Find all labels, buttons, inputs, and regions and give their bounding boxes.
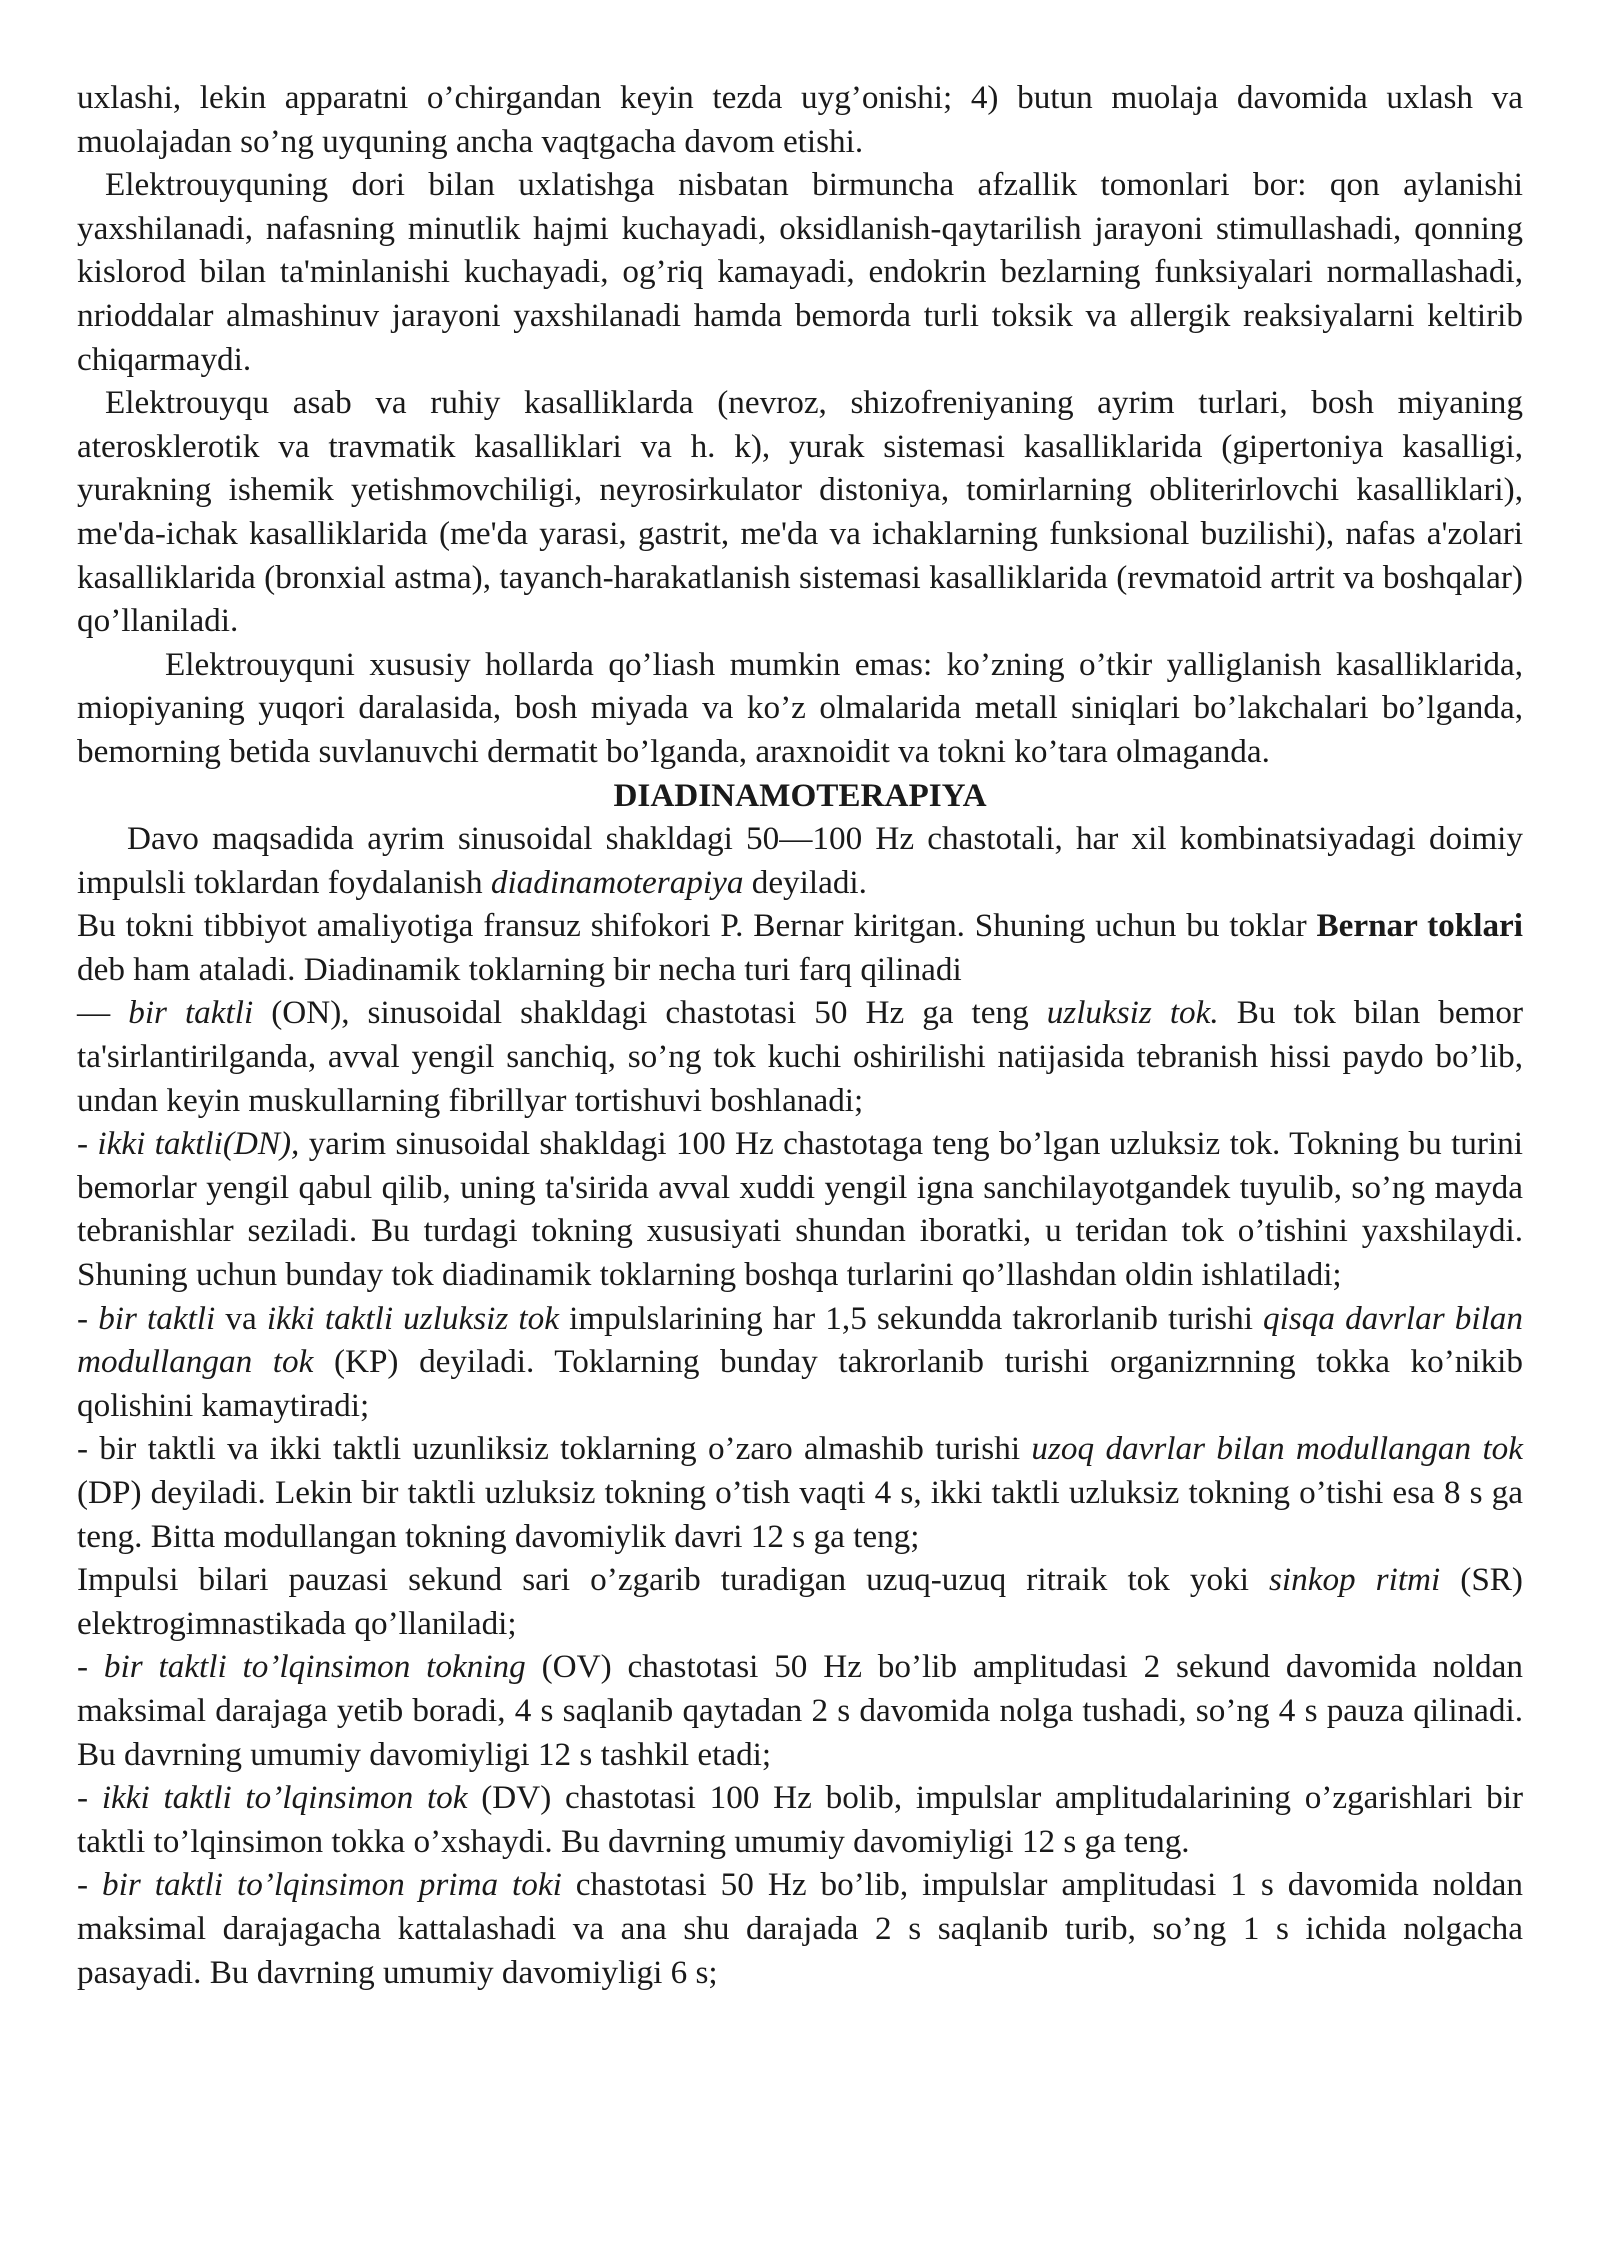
document-page xyxy=(77,76,1523,1994)
list-item-dn: - ikki taktli(DN), yarim sinusoidal shakldagi 100 Hz chastotaga teng bo’lgan uzluksiz tok. Tokning bu turini bemorlar yengil qabul qilib, uning ta'sirida avval xuddi yengil igna sanchilayotgandek tuyulib, so’ng mayda tebranishlar seziladi. Bu turdagi tokning xususiyati shundan iboratki, u teridan tok o’tishini yaxshilaydi. Shuning uchun bunday tok diadinamik toklarning boshqa turlarini qo’llashdan oldin ishlatiladi; xyxy=(77,1125,1523,1294)
paragraph-electrosleep-contraindications: Elektrouyquni xususiy hollarda qo’liash mumkin emas: ko’zning o’tkir yalliglanish kasalliklarida, miopiyaning yuqori daralasida, bosh miyada va ko’z olmalarida metall siniqlari bo’lakchalari bo’lganda, bemorning betida suvlanuvchi dermatit bo’lganda, araxnoidit va tokni ko’tara olmaganda. xyxy=(77,645,1523,770)
paragraph-diadynamic-intro: Davo maqsadida ayrim sinusoidal shakldagi 50—100 Hz chastotali, har xil kombinatsiyadagi doimiy impulsli toklardan foydalanish diadinamoterapiya deyiladi. xyxy=(77,820,1523,901)
list-item-prima: - bir taktli to’lqinsimon prima toki chastotasi 50 Hz bo’lib, impulslar amplitudasi 1 s davomida noldan maksimal darajagacha kattalashadi va ana shu darajada 2 s saqlanib turib, so’ng 1 s ichida nolgacha pasayadi. Bu davrning umumiy davomiyligi 6 s; xyxy=(77,1866,1523,1991)
paragraph-sleep-end: uxlashi, lekin apparatni o’chirgandan keyin tezda uyg’onishi; 4) butun muolaja davomida uxlash va muolajadan so’ng uyquning ancha vaqtgacha davom etishi. xyxy=(77,79,1523,160)
paragraph-electrosleep-advantages: Elektrouyquning dori bilan uxlatishga nisbatan birmuncha afzallik tomonlari bor: qon aylanishi yaxshilanadi, nafasning minutlik hajmi kuchayadi, oksidlanish-qaytarilish jarayoni stimullashadi, qonning kislorod bilan ta'minlanishi kuchayadi, og’riq kamayadi, endokrin bezlarning funksiyalari normallashadi, nrioddalar almashinuv jarayoni yaxshilanadi hamda bemorda turli toksik va allergik reaksiyalarni keltirib chiqarmaydi. xyxy=(77,166,1523,378)
list-item-dv: - ikki taktli to’lqinsimon tok (DV) chastotasi 100 Hz bolib, impulslar amplitudalarining o’zgarishlari bir taktli to’lqinsimon tokka o’xshaydi. Bu davrning umumiy davomiyligi 12 s ga teng. xyxy=(77,1779,1524,1860)
bernar-term: Bernar toklari xyxy=(1316,907,1523,945)
section-heading: DIADINAMOTERAPIYA xyxy=(613,776,987,814)
list-item-kp: - bir taktli va ikki taktli uzluksiz tok impulslarining har 1,5 sekundda takrorlanib turishi qisqa davrlar bilan modullangan tok (KP) deyiladi. Toklarning bunday takrorlanib turishi organizrnning tokka ko’nikib qolishini kamaytiradi; xyxy=(77,1299,1523,1424)
paragraph-electrosleep-indications: Elektrouyqu asab va ruhiy kasalliklarda (nevroz, shizofreniyaning ayrim turlari, bosh miyaning aterosklerotik va travmatik kasalliklari va h. k), yurak sistemasi kasalliklarida (gipertoniya kasalligi, yurakning ishemik yetishmovchiligi, neyrosirkulator distoniya, tomirlarning obliterirlovchi kasalliklari), me'da-ichak kasalliklarida (me'da yarasi, gastrit, me'da va ichaklarning funksional buzilishi), nafas a'zolari kasalliklarida (bronxial astma), tayanch-harakatlanish sistemasi kasalliklarida (revmatoid artrit va boshqalar) qo’llaniladi. xyxy=(77,384,1523,640)
list-item-sr: Impulsi bilari pauzasi sekund sari o’zgarib turadigan uzuq-uzuq ritraik tok yoki sinkop ritmi (SR) elektrogimnastikada qo’llaniladi; xyxy=(77,1561,1523,1642)
list-item-ov: - bir taktli to’lqinsimon tokning (OV) chastotasi 50 Hz bo’lib amplitudasi 2 sekund davomida noldan maksimal darajaga yetib boradi, 4 s saqlanib qaytadan 2 s davomida nolga tushadi, so’ng 4 s pauza qilinadi. Bu davrning umumiy davomiyligi 12 s tashkil etadi; xyxy=(77,1648,1523,1773)
list-item-dp: - bir taktli va ikki taktli uzunliksiz toklarning o’zaro almashib turishi uzoq davrlar bilan modullangan tok (DP) deyiladi. Lekin bir taktli uzluksiz tokning o’tish vaqti 4 s, ikki taktli uzluksiz tokning o’tishi esa 8 s ga teng. Bitta modullangan tokning davomiylik davri 12 s ga teng; xyxy=(77,1430,1523,1555)
paragraph-bernar: Bu tokni tibbiyot amaliyotiga fransuz shifokori P. Bernar kiritgan. Shuning uchun bu toklar Bernar toklari deb ham ataladi. Diadinamik toklarning bir necha turi farq qilinadi xyxy=(77,907,1523,988)
list-item-on: — bir taktli (ON), sinusoidal shakldagi chastotasi 50 Hz ga teng uzluksiz tok. Bu tok bilan bemor ta'sirlantirilganda, avval yengil sanchiq, so’ng tok kuchi oshirilishi natijasida tebranish hissi paydo bo’lib, undan keyin muskullarning fibrillyar tortishuvi boshlanadi; xyxy=(77,994,1524,1119)
